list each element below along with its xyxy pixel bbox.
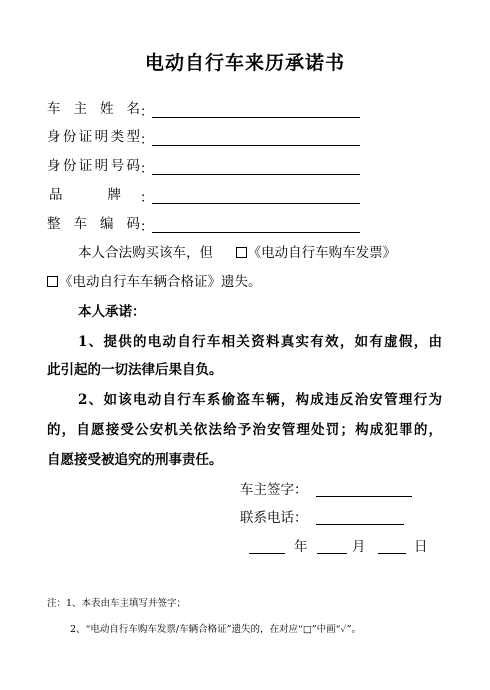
owner-name-field[interactable] bbox=[152, 100, 360, 118]
invoice-label: 《电动自行车购车发票》 bbox=[247, 245, 397, 261]
day-field[interactable] bbox=[378, 537, 406, 554]
purchase-statement: 本人合法购买该车，但 《电动自行车购车发票》 bbox=[78, 245, 397, 261]
invoice-checkbox[interactable] bbox=[236, 247, 247, 258]
owner-name-label: 车 主 姓 名 bbox=[47, 101, 140, 117]
owner-name-colon: ： bbox=[140, 104, 154, 120]
year-label: 年 bbox=[294, 539, 308, 555]
note-1: 注：1、本表由车主填写并签字； bbox=[47, 598, 187, 609]
owner-signature-field[interactable] bbox=[316, 480, 412, 497]
phone-field[interactable] bbox=[316, 508, 404, 525]
month-label: 月 bbox=[352, 539, 366, 555]
certificate-statement bbox=[47, 273, 262, 291]
id-type-colon: ： bbox=[140, 132, 154, 148]
promise-2-line-2: 的，自愿接受公安机关依法给予治安管理处罚；构成犯罪的， bbox=[47, 422, 442, 438]
promise-1-line-2: 此引起的一切法律后果自负。 bbox=[47, 362, 223, 378]
promise-2-line-1: 2、如该电动自行车系偷盗车辆，构成违反治安管理行为 bbox=[78, 392, 442, 408]
phone-label: 联系电话： bbox=[240, 510, 308, 526]
frame-code-field[interactable] bbox=[152, 215, 360, 233]
brand-label: 品 牌 bbox=[49, 187, 121, 203]
id-type-field[interactable] bbox=[152, 128, 360, 146]
promise-heading: 本人承诺： bbox=[78, 304, 146, 320]
owner-signature-label: 车主签字： bbox=[240, 482, 308, 498]
promise-1-line-1: 1、提供的电动自行车相关资料真实有效，如有虚假，由 bbox=[78, 334, 442, 350]
document-title: 电动自行车来历承诺书 bbox=[144, 52, 345, 74]
day-label: 日 bbox=[414, 539, 428, 555]
certificate-label: 《电动自行车车辆合格证》遗失。 bbox=[59, 274, 262, 290]
month-field[interactable] bbox=[317, 537, 347, 554]
id-number-colon: ： bbox=[140, 161, 154, 177]
certificate-checkbox[interactable] bbox=[47, 276, 58, 287]
promise-2-line-3: 自愿接受被追究的刑事责任。 bbox=[47, 452, 223, 468]
note-2: 2、“电动自行车购车发票/车辆合格证”遗失的，在对应“□”中画“✓”。 bbox=[70, 624, 361, 635]
frame-code-label: 整 车 编 码 bbox=[47, 216, 140, 232]
id-type-label: 身 份 证 明 类 型 bbox=[47, 129, 140, 145]
brand-colon: ： bbox=[140, 190, 154, 206]
frame-code-colon: ： bbox=[140, 219, 154, 235]
brand-field[interactable] bbox=[152, 186, 360, 204]
year-field[interactable] bbox=[249, 537, 285, 554]
id-number-label: 身 份 证 明 号 码 bbox=[47, 158, 140, 174]
id-number-field[interactable] bbox=[152, 157, 360, 175]
